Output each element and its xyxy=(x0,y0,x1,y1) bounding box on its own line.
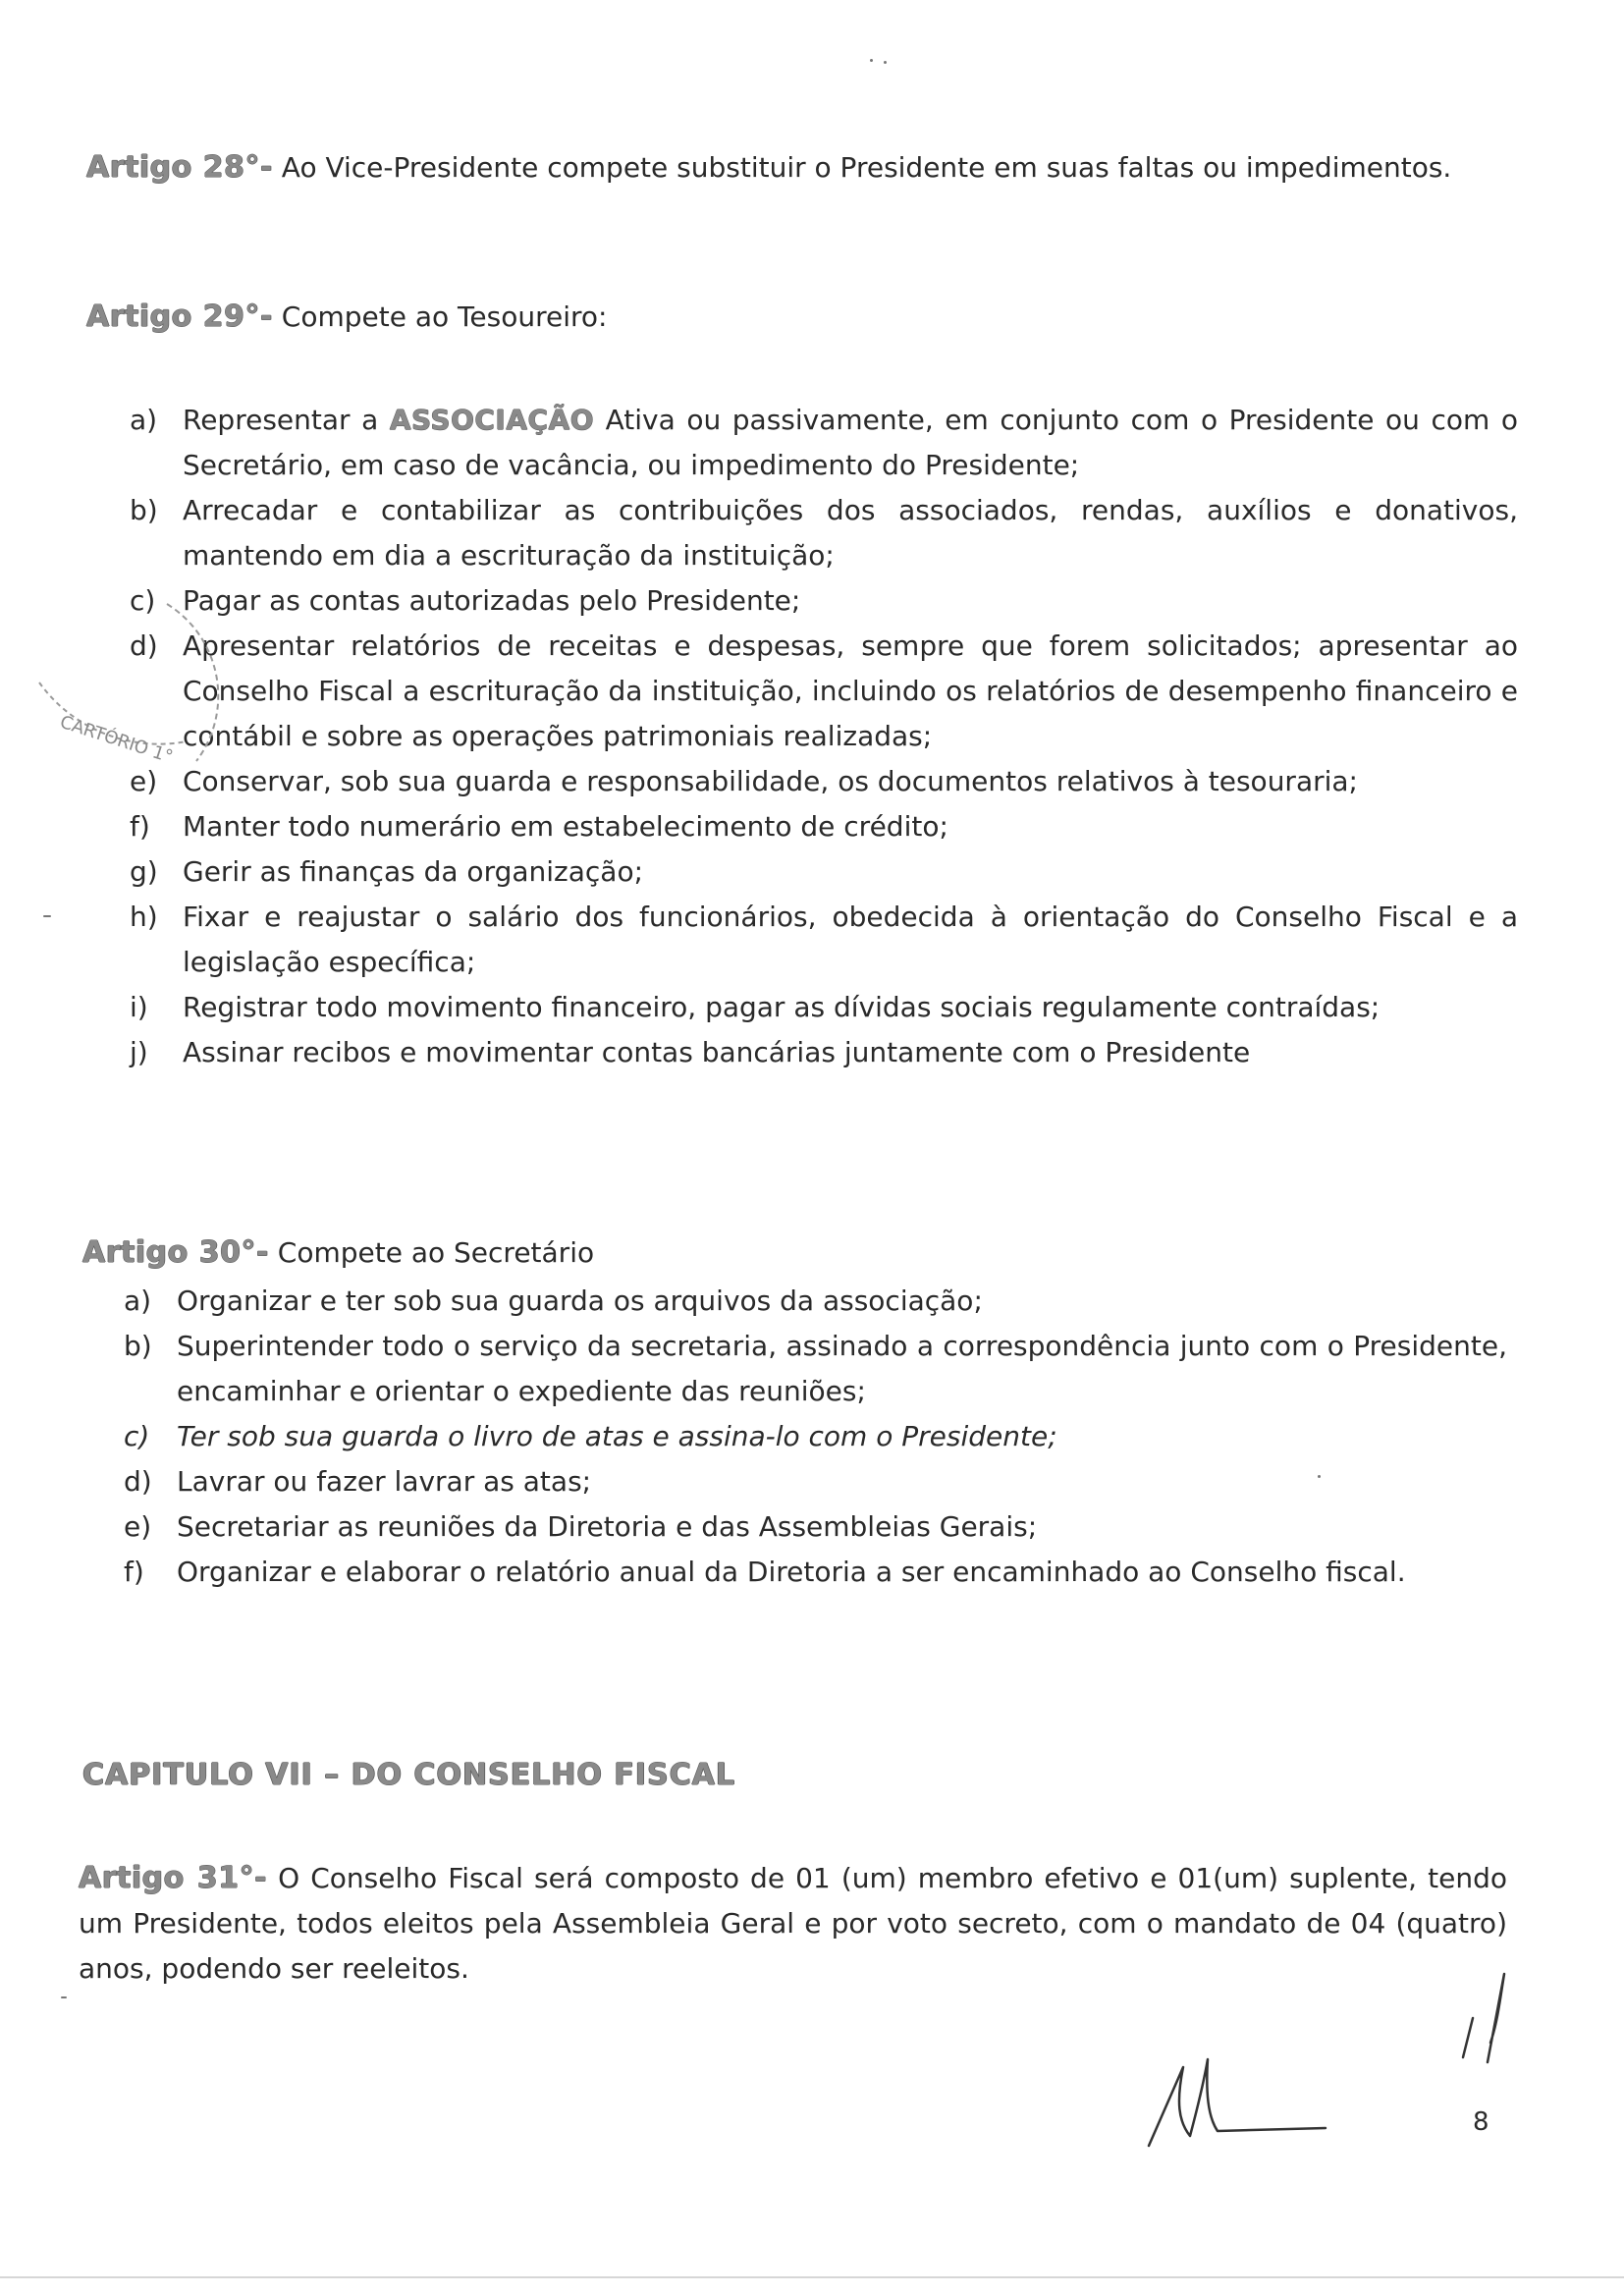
article-28 xyxy=(86,145,1540,191)
list-marker: a) xyxy=(130,404,158,436)
scan-speck xyxy=(884,61,887,64)
item-text: Assinar recibos e movimentar contas bancárias juntamente com o Presidente xyxy=(183,1036,1251,1068)
list-item xyxy=(130,1030,1518,1075)
list-item xyxy=(130,488,1518,578)
item-text: Fixar e reajustar o salário dos funcionários, obedecida à orientação do Conselho Fiscal e a legislação específica; xyxy=(183,901,1518,978)
signature-icon xyxy=(1139,2048,1335,2156)
list-item xyxy=(130,985,1518,1030)
scan-speck xyxy=(870,59,873,62)
scan-speck xyxy=(43,915,51,917)
page-number: 8 xyxy=(1473,2107,1489,2137)
list-marker: e) xyxy=(124,1510,152,1543)
scan-speck xyxy=(1318,1475,1321,1478)
item-text: Manter todo numerário em estabelecimento de crédito; xyxy=(183,810,948,843)
list-marker: g) xyxy=(130,855,158,888)
article-30 xyxy=(82,1230,1536,1276)
article-30-text: Compete ao Secretário xyxy=(268,1236,595,1269)
article-29-label: Artigo 29°- xyxy=(86,300,273,334)
article-31 xyxy=(79,1856,1507,1992)
list-item xyxy=(124,1459,1507,1504)
notary-stamp-icon xyxy=(20,545,314,791)
article-29 xyxy=(86,295,1540,340)
list-item xyxy=(124,1414,1507,1459)
article-29-list xyxy=(130,398,1518,1075)
article-28-text: Ao Vice-Presidente compete substituir o Presidente em suas faltas ou impedimentos. xyxy=(272,151,1452,184)
list-item xyxy=(124,1279,1507,1324)
article-31-text: O Conselho Fiscal será composto de 01 (um) membro efetivo e 01(um) suplente, tendo um Presidente, todos eleitos pela Assembleia Geral e por voto secreto, com o mandato de 04 (quatro) anos, podendo ser reeleitos. xyxy=(79,1862,1507,1985)
initials-mark-icon xyxy=(1443,1964,1532,2072)
item-text: Organizar e elaborar o relatório anual da Diretoria a ser encaminhado ao Conselho fiscal. xyxy=(177,1556,1406,1588)
article-28-label: Artigo 28°- xyxy=(86,150,273,185)
list-marker: d) xyxy=(124,1465,152,1498)
list-item xyxy=(130,759,1518,804)
association-emphasis: ASSOCIAÇÃO xyxy=(389,404,595,436)
list-item xyxy=(130,624,1518,759)
item-text: Arrecadar e contabilizar as contribuições dos associados, rendas, auxílios e donativos, mantendo em dia a escrituração da instituição; xyxy=(183,494,1518,572)
item-text: Superintender todo o serviço da secretaria, assinado a correspondência junto com o Presidente, encaminhar e orientar o expediente das reuniões; xyxy=(177,1330,1507,1407)
list-item xyxy=(130,895,1518,985)
list-item xyxy=(124,1324,1507,1414)
list-marker: b) xyxy=(130,494,158,526)
scan-speck xyxy=(61,1996,67,1998)
list-marker: d) xyxy=(130,629,158,662)
item-text: Pagar as contas autorizadas pelo Presidente; xyxy=(183,584,801,617)
item-text: Lavrar ou fazer lavrar as atas; xyxy=(177,1465,592,1498)
item-text: Registrar todo movimento financeiro, pagar as dívidas sociais regulamente contraídas; xyxy=(183,991,1380,1023)
item-text: Ter sob sua guarda o livro de atas e assina-lo com o Presidente; xyxy=(177,1420,1057,1452)
list-item xyxy=(130,578,1518,624)
list-marker: f) xyxy=(130,810,150,843)
article-31-label: Artigo 31°- xyxy=(79,1861,268,1895)
chapter-heading: CAPITULO VII – DO CONSELHO FISCAL xyxy=(82,1758,735,1792)
list-item xyxy=(130,398,1518,488)
list-item xyxy=(130,849,1518,895)
item-text: Secretariar as reuniões da Diretoria e das Assembleias Gerais; xyxy=(177,1510,1038,1543)
list-marker: f) xyxy=(124,1556,144,1588)
list-marker: i) xyxy=(130,991,148,1023)
item-text: Apresentar relatórios de receitas e despesas, sempre que forem solicitados; apresentar ao Conselho Fiscal a escrituração da instituição, incluindo os relatórios de desempenho financeiro e contábil e sobre as operações patrimoniais realizadas; xyxy=(183,629,1518,752)
list-marker: j) xyxy=(130,1036,148,1068)
list-item xyxy=(130,804,1518,849)
item-text: Gerir as finanças da organização; xyxy=(183,855,644,888)
list-marker: h) xyxy=(130,901,158,933)
item-text: Representar a xyxy=(183,404,390,436)
article-30-label: Artigo 30°- xyxy=(82,1235,269,1270)
article-29-text: Compete ao Tesoureiro: xyxy=(272,301,608,333)
list-marker: c) xyxy=(124,1420,150,1452)
svg-text:CARTÓRIO 1°: CARTÓRIO 1° xyxy=(57,711,176,768)
item-text: Ativa ou passivamente, em conjunto com o Presidente ou com o Secretário, em caso de vacância, ou impedimento do Presidente; xyxy=(183,404,1518,481)
scan-edge-line xyxy=(0,2276,1624,2278)
list-marker: a) xyxy=(124,1285,152,1317)
list-marker: e) xyxy=(130,765,158,797)
item-text: Organizar e ter sob sua guarda os arquivos da associação; xyxy=(177,1285,983,1317)
list-marker: c) xyxy=(130,584,156,617)
list-item xyxy=(124,1550,1507,1595)
list-marker: b) xyxy=(124,1330,152,1362)
list-item xyxy=(124,1504,1507,1550)
item-text: Conservar, sob sua guarda e responsabilidade, os documentos relativos à tesouraria; xyxy=(183,765,1358,797)
article-30-list xyxy=(124,1279,1507,1595)
